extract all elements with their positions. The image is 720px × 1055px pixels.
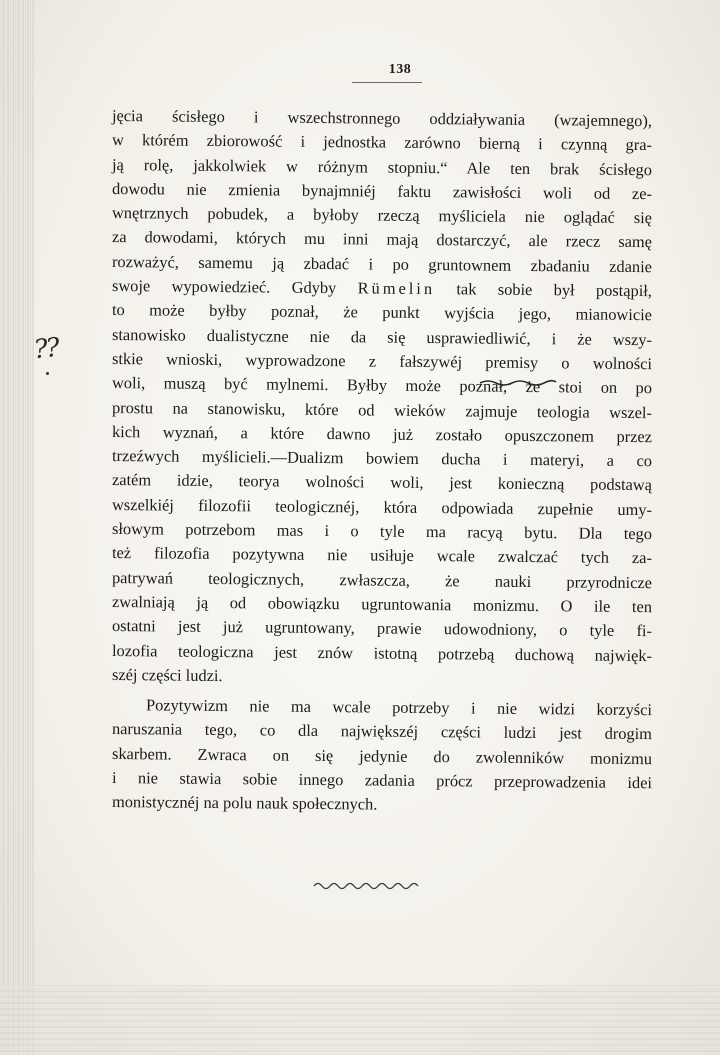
- text-line: wszelkiéj filozofii teologicznéj, która odpowiada zupełnie umy-: [111, 494, 653, 519]
- text-line: trzeźwych myślicieli.—Dualizm bowiem ducha i materyi, a co: [111, 446, 653, 471]
- handwritten-underline: [478, 378, 558, 388]
- text-line: za dowodami, których mu inni mają dostarczyć, ale rzecz samę: [111, 227, 653, 252]
- text-line: i nie stawia sobie innego zadania prócz przeprowadzenia idei: [111, 768, 653, 793]
- page-edge-bottom: [0, 985, 720, 1055]
- text-line: ostatni jest już ugruntowany, prawie udowodniony, o tyle fi-: [111, 616, 653, 641]
- text-line: w którém zbiorowość i jednostka zarówno bierną i czynną gra-: [111, 130, 653, 155]
- ornamental-divider: [312, 880, 422, 892]
- body-text: [112, 104, 652, 815]
- text-line: stkie wnioski, wyprowadzone z fałszywéj premisy o wolności: [111, 348, 653, 374]
- text-line: lozofia teologiczna jest znów istotną potrzebą duchową najwięk-: [111, 640, 653, 665]
- text-line: zwalniają ją od obowiązku ugruntowania monizmu. O ile ten: [111, 591, 653, 617]
- page-number: 138: [388, 62, 412, 77]
- text-line: prostu na stanowisku, które od wieków zajmuje teologia wszel-: [111, 397, 653, 422]
- text-line: dowodu nie zmienia bynajmniéj faktu zawisłości woli od ze-: [111, 178, 653, 204]
- text-line: wnętrznych pobudek, a byłoby rzeczą myśliciela nie oglądać się: [111, 203, 653, 228]
- text-line: kich wyznań, a które dawno już zostało opuszczonem przez: [111, 421, 653, 447]
- text-line: rozważyć, samemu ją zbadać i po gruntownem zbadaniu zdanie: [111, 251, 653, 276]
- text-line: Pozytywizm nie ma wcale potrzeby i nie widzi korzyści: [145, 695, 653, 720]
- text-line: monistycznéj na polu nauk społecznych.: [111, 792, 378, 814]
- text-line: patrywań teologicznych, zwłaszcza, że nauki przyrodnicze: [111, 567, 653, 592]
- text-line: też filozofia pozytywna nie usiłuje wcale zwalczać tych za-: [111, 543, 653, 568]
- text-line: széj części ludzi.: [111, 664, 223, 685]
- page-number-rule: [352, 82, 422, 83]
- margin-annotation: ??: [32, 332, 60, 366]
- page-edge-left: [0, 0, 34, 1055]
- text-line: słowym potrzebom mas i o tyle ma racyą bytu. Dla tego: [111, 519, 653, 544]
- text-line: zatém idzie, teorya wolności woli, jest konieczną podstawą: [111, 470, 653, 495]
- text-line: skarbem. Zwraca on się jedynie do zwolenników monizmu: [111, 743, 653, 768]
- text-line: to może byłby poznał, że punkt wyjścia jego, mianowicie: [111, 300, 653, 325]
- text-segment: swoje wypowiedzieć. Gdyby: [111, 276, 337, 298]
- spaced-name: Rümelin: [357, 278, 436, 299]
- text-line: woli, muszą być mylnemi. Byłby może poznał, że stoi on po: [111, 373, 653, 398]
- text-line: jęcia ścisłego i wszechstronnego oddziaływania (wzajemnego),: [111, 106, 653, 131]
- text-line: stanowisko dualistyczne nie da się usprawiedliwić, i że wszy-: [111, 324, 653, 349]
- text-segment: tak sobie był postąpił,: [434, 279, 653, 301]
- text-line: ją rolę, jakkolwiek w różnym stopniu.“ Ale ten brak ścisłego: [111, 154, 653, 179]
- margin-dot: [46, 372, 49, 375]
- text-line: naruszania tego, co dla największéj części ludzi jest drogim: [111, 719, 653, 744]
